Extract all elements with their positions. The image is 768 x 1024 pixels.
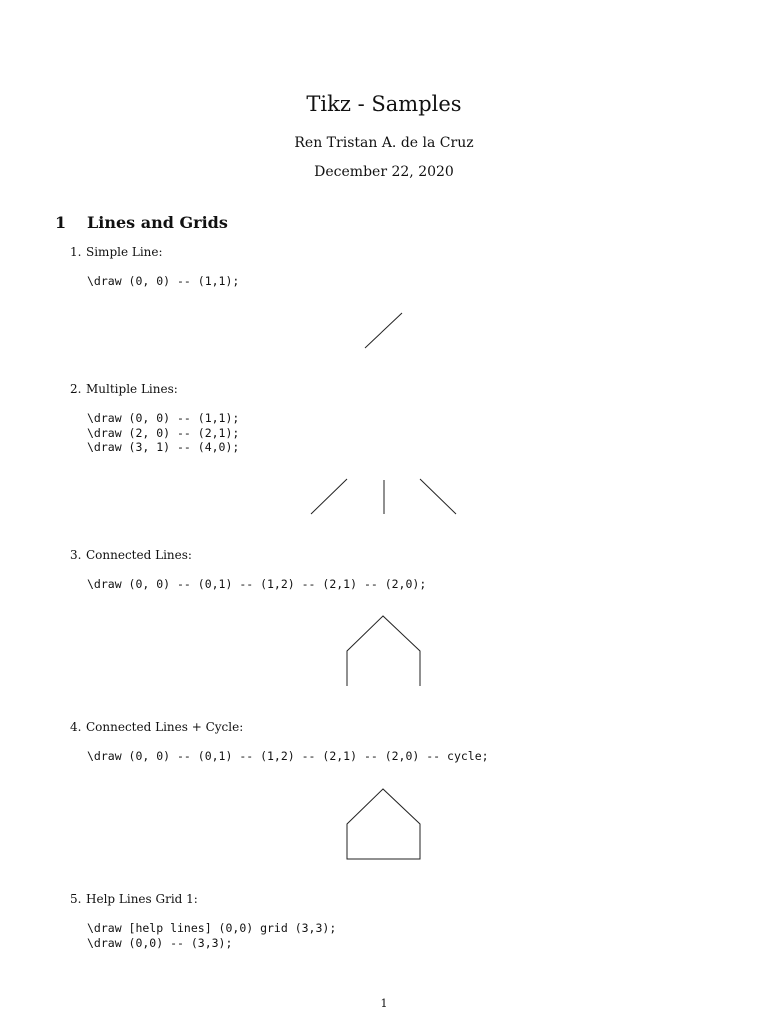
list-item-number: 5.: [70, 892, 82, 906]
figure-connected-lines: [342, 612, 426, 690]
code-block: \draw (0, 0) -- (0,1) -- (1,2) -- (2,1) -- (2,0);: [87, 577, 427, 591]
list-item-connected-lines: [70, 548, 192, 562]
document-author: Ren Tristan A. de la Cruz: [294, 135, 474, 151]
document-title: Tikz - Samples: [306, 92, 462, 116]
list-item-number: 2.: [70, 382, 82, 396]
list-item-number: 4.: [70, 720, 82, 734]
list-item-connected-lines-cycle: [70, 720, 243, 734]
list-item-label: Connected Lines + Cycle:: [86, 720, 244, 734]
closed-path: [347, 789, 420, 859]
line-segment: [311, 479, 347, 514]
figure-connected-lines-cycle: [342, 785, 426, 863]
document-date: December 22, 2020: [314, 164, 454, 180]
page-number: 1: [380, 997, 388, 1010]
list-item-number: 1.: [70, 245, 82, 259]
list-item-label: Multiple Lines:: [86, 382, 178, 396]
list-item-label: Help Lines Grid 1:: [86, 892, 198, 906]
list-item-number: 3.: [70, 548, 82, 562]
code-block: \draw (0, 0) -- (0,1) -- (1,2) -- (2,1) -- (2,0) -- cycle;: [87, 749, 489, 763]
list-item-label: Connected Lines:: [86, 548, 192, 562]
section-title: Lines and Grids: [87, 213, 228, 232]
code-block: \draw (0, 0) -- (1,1);: [87, 274, 240, 288]
list-item-multiple-lines: [70, 382, 178, 396]
section-heading: [55, 213, 228, 232]
figure-simple-line: [360, 308, 408, 353]
line-segment: [420, 479, 456, 514]
line-segment: [365, 313, 402, 348]
list-item-help-lines-grid: [70, 892, 198, 906]
figure-multiple-lines: [305, 475, 465, 520]
code-block: \draw (0, 0) -- (1,1); \draw (2, 0) -- (2,1); \draw (3, 1) -- (4,0);: [87, 411, 240, 454]
section-number: 1: [55, 213, 67, 232]
list-item-simple-line: [70, 245, 163, 259]
connected-path: [347, 616, 420, 686]
code-block: \draw [help lines] (0,0) grid (3,3); \draw (0,0) -- (3,3);: [87, 921, 337, 950]
list-item-label: Simple Line:: [86, 245, 163, 259]
